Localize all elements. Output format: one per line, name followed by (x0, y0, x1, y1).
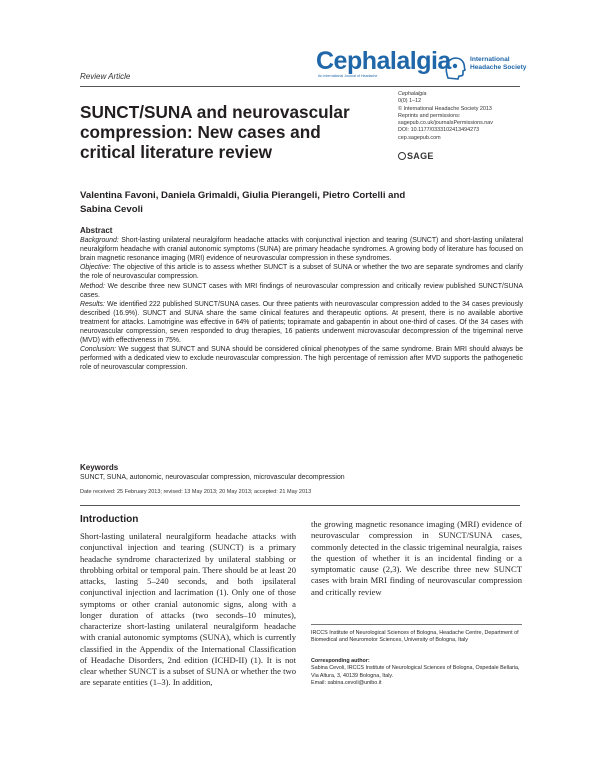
pubinfo-reprints-link[interactable]: sagepub.co.uk/journalsPermissions.nav (398, 120, 493, 127)
abstract-results (80, 300, 523, 345)
society-name-line2: Headache Society (470, 64, 527, 71)
pubinfo-doi[interactable]: DOI: 10.1177/0333102413494273 (398, 127, 480, 134)
abstract-section (80, 226, 523, 373)
abstract-results-label: Results: (80, 300, 105, 308)
pubinfo-site-link[interactable]: cep.sagepub.com (398, 134, 441, 141)
author-list: Valentina Favoni, Daniela Grimaldi, Giulia Pierangeli, Pietro Cortelli and Sabina Cevoli (80, 190, 406, 215)
corresponding-author-email[interactable]: Email: sabina.cevoli@unibo.it (311, 679, 382, 686)
introduction-heading: Introduction (80, 514, 139, 525)
abstract-method (80, 282, 523, 300)
abstract-objective-label: Objective: (80, 264, 111, 272)
journal-logo-text: Cephalalgia (316, 47, 451, 75)
pubinfo-volume: 0(0) 1–12 (398, 98, 422, 105)
keywords-section (80, 463, 520, 482)
abstract-background-label: Background: (80, 237, 119, 245)
publisher-logo (398, 151, 434, 161)
journal-logo-subtitle: An International Journal of Headache (318, 74, 378, 78)
keywords-heading: Keywords (80, 463, 119, 472)
journal-logo (316, 48, 451, 84)
abstract-objective (80, 263, 523, 281)
corresponding-author-address: Sabina Cevoli, IRCCS Institute of Neurological Sciences of Bologna, Ospedale Bellaria, Via Altura, 3, 40139 Bologna, Italy. (311, 665, 520, 679)
article-type-label: Review Article (80, 72, 131, 81)
abstract-objective-text: The objective of this article is to assess whether SUNCT is a subset of SUNA or whether the two are separate syndromes and clarify the role of neurovascular compression. (80, 264, 523, 281)
abstract-heading: Abstract (80, 226, 113, 235)
section-divider (80, 505, 520, 506)
abstract-background-text: Short-lasting unilateral neuralgiform headache attacks with conjunctival injection and tearing (SUNCT) and short-lasting unilateral neuralgiform headache with cranial autonomic symptoms (SUNA) are primary headache syndromes. A growing body of literature has focused on brain magnetic resonance imaging (MRI) evidence of neurovascular compression in these syndromes. (80, 237, 523, 263)
abstract-conclusion (80, 345, 523, 372)
introduction-column-left: Short-lasting unilateral neuralgiform headache attacks with conjunctival injection and tearing (SUNCT) is a primary headache syndrome characterized by unilateral stabbing or throbbing orbital or temporal pain. There should be at least 20 attacks, lasting 5–240 seconds, and both ipsilateral conjunctival injection and lacrimation (1). Only one of those symptoms or other cranial autonomic signs, along with a longer duration of attacks (two seconds–10 minutes), characterize short-lasting unilateral neuralgiform headache with cranial autonomic symptoms (SUNA), which is currently classified in the Appendix of the International Classification of Headache Disorders, 2nd edition (ICHD-II) (1). It is not clear whether SUNCT is a subset of SUNA or whether the two are separate entities (1–3). In addition, (80, 531, 296, 688)
keywords-text: SUNCT, SUNA, autonomic, neurovascular compression, microvascular decompression (80, 474, 345, 481)
header-divider (80, 86, 520, 87)
pubinfo-copyright: © International Headache Society 2013 (398, 105, 492, 112)
publisher-ring-icon (398, 152, 406, 160)
article-dates: Date received: 25 February 2013; revised: 13 May 2013; 20 May 2013; accepted: 21 May 2013 (80, 489, 312, 495)
pubinfo-reprints: Reprints and permissions: (398, 112, 461, 119)
society-head-icon (444, 56, 466, 80)
abstract-background (80, 236, 523, 263)
corresponding-author (311, 658, 522, 687)
publisher-name: SAGE (407, 151, 434, 161)
corresponding-author-heading: Corresponding author: (311, 658, 370, 664)
publication-info (398, 91, 493, 142)
author-affiliation: IRCCS Institute of Neurological Sciences of Bologna, Headache Centre, Department of Biomedical and Neuromotor Sciences, University of Bologna, Italy (311, 630, 519, 644)
article-title: SUNCT/SUNA and neurovascular compression: New cases and critical literature review (80, 102, 350, 162)
abstract-method-text: We describe three new SUNCT cases with MRI findings of neurovascular compression and critically review published SUNCT/SUNA cases. (80, 282, 523, 299)
society-name-line1: International (470, 56, 510, 63)
pubinfo-journal: Cephalalgia (398, 91, 427, 97)
society-name (470, 56, 526, 72)
abstract-results-text: We identified 222 published SUNCT/SUNA cases. Our three patients with neurovascular compression added to the 34 cases previously described (16.9%). SUNCT and SUNA share the same clinical features and therapeutic options. At present, there is no available abortive treatment for attacks. Lamotrigine was effective in 64% of patients; topiramate and gabapentin in about one-third of cases. Of the 34 cases with neurovascular compression, seven responded to drug therapies, 16 patients underwent microvascular decompression of the trigeminal nerve (MVD) with effectiveness in 75%. (80, 300, 523, 345)
abstract-method-label: Method: (80, 282, 105, 290)
introduction-column-right: the growing magnetic resonance imaging (MRI) evidence of neurovascular compression in SUNCT/SUNA cases, commonly detected in the classic trigeminal neuralgia, raises the question of whether it is an incidental finding or a symptomatic cause (2,3). We describe three new SUNCT cases with brain MRI finding of neurovascular compression and critically review (311, 519, 522, 597)
abstract-conclusion-label: Conclusion: (80, 346, 117, 354)
footnote-divider (311, 624, 522, 625)
abstract-conclusion-text: We suggest that SUNCT and SUNA should be considered clinical phenotypes of the same syndrome. Brain MRI should always be performed with a dedicated view to exclude neurovascular compression. The high percentage of remission after MVD supports the pathogenetic role of neurovascular compression. (80, 346, 523, 372)
